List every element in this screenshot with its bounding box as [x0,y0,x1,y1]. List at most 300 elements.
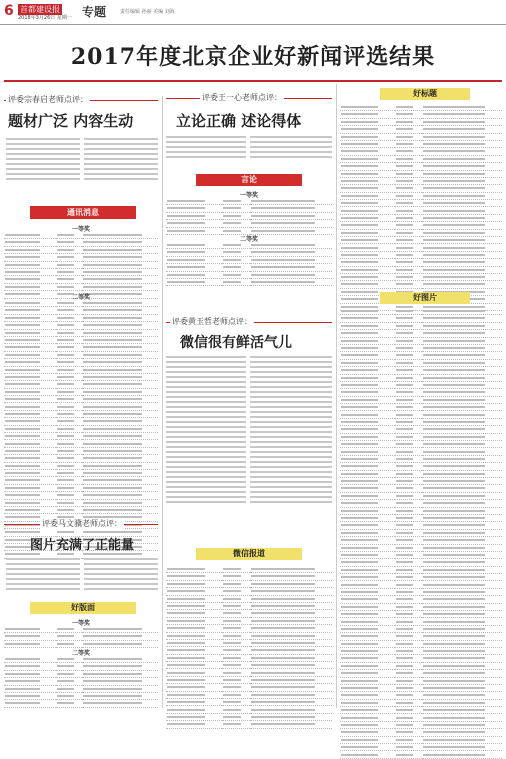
table-cell [222,639,250,646]
illegible-text-line [166,361,246,363]
table-row [4,640,158,647]
table-cell [56,447,82,454]
illegible-text [396,487,413,489]
illegible-text [423,224,485,226]
illegible-text [223,716,241,718]
illegible-text [167,568,205,570]
table-row [340,603,502,610]
illegible-text [223,583,241,585]
table-row [340,529,502,536]
table-cell [250,610,332,617]
table-cell [395,470,422,477]
table-cell [222,721,250,728]
table-cell [250,699,332,706]
illegible-text [341,261,378,263]
illegible-text [57,324,74,326]
table-cell [250,647,332,654]
illegible-text-line [250,141,332,143]
banner-haopian: 好图片 [380,292,470,304]
illegible-text [396,754,413,756]
illegible-text [167,215,205,217]
illegible-text [341,369,378,371]
illegible-text [341,217,378,219]
table-cell [250,580,332,587]
illegible-text [341,643,378,645]
illegible-text-line [166,416,246,418]
illegible-text [57,398,74,400]
illegible-text-line [166,471,246,473]
table-cell [395,133,422,140]
illegible-text [83,249,142,251]
table-row [166,271,332,278]
table-cell [340,273,395,280]
illegible-text [83,428,142,430]
illegible-text [341,458,378,460]
illegible-text [396,406,413,408]
illegible-text [57,435,74,437]
illegible-text [423,173,485,175]
illegible-text-line [250,491,332,493]
illegible-text [5,256,40,258]
table-cell [422,500,502,507]
table-cell [56,359,82,366]
illegible-text [341,377,378,379]
table-cell [395,192,422,199]
illegible-text [57,249,74,251]
table-cell [395,244,422,251]
table-row [340,514,502,521]
table-row [166,198,332,205]
table-cell [166,278,222,285]
table-cell [395,118,422,125]
table-row [4,433,158,440]
illegible-text [423,128,485,130]
table-cell [395,330,422,337]
table-cell [222,669,250,676]
illegible-text [5,398,40,400]
illegible-text [396,232,413,234]
illegible-text [167,709,205,711]
table-cell [340,389,395,396]
table-row [340,104,502,111]
table-cell [82,261,158,268]
illegible-text [223,598,241,600]
table-cell [422,104,502,111]
illegible-text [5,531,40,533]
illegible-text [396,283,413,285]
table-cell [395,707,422,714]
illegible-text [396,606,413,608]
table-cell [82,329,158,336]
table-cell [340,574,395,581]
illegible-text-line [250,376,332,378]
illegible-text [396,399,413,401]
table-cell [340,529,395,536]
table-row [340,281,502,288]
table-cell [166,662,222,669]
illegible-text [83,383,142,385]
illegible-text-line [6,163,80,165]
illegible-text [423,310,485,312]
table-cell [395,551,422,558]
table-cell [395,177,422,184]
illegible-text [341,709,378,711]
illegible-text-line [166,431,246,433]
illegible-text [223,723,241,725]
table-row [4,307,158,314]
illegible-text [57,457,74,459]
table-cell [222,706,250,713]
illegible-text [223,251,241,253]
illegible-text [396,180,413,182]
table-cell [422,140,502,147]
illegible-text [83,317,142,319]
table-cell [422,529,502,536]
table-cell [340,721,395,728]
table-cell [56,410,82,417]
illegible-text [251,251,315,253]
illegible-text [5,465,40,467]
illegible-text-line [6,153,80,155]
table-cell [82,633,158,640]
illegible-text [423,121,485,123]
table-cell [4,276,56,283]
table-cell [222,625,250,632]
table-cell [340,411,395,418]
illegible-text [5,643,40,645]
table-row [166,721,332,728]
table-cell [4,663,56,670]
table-cell [340,148,395,155]
prize-first-4: 一等奖 [71,620,90,627]
illegible-text [341,428,378,430]
illegible-text [251,259,315,261]
table-cell [422,118,502,125]
illegible-text [83,695,142,697]
table-cell [82,499,158,506]
table-row [166,249,332,256]
table-row [166,662,332,669]
review-label-3: 评委黄玉哲老师点评： [172,317,252,326]
illegible-text [57,309,74,311]
banner-tongxun: 通讯消息 [30,206,136,219]
table-cell [166,264,222,271]
illegible-text [341,202,378,204]
illegible-text-line [166,451,246,453]
table-cell [4,336,56,343]
table-cell [422,662,502,669]
table-cell [166,691,222,698]
table-cell [395,736,422,743]
table-cell [82,246,158,253]
table-cell [395,337,422,344]
illegible-text [57,628,74,630]
table-cell [422,259,502,266]
illegible-text [396,106,413,108]
table-cell [340,662,395,669]
illegible-text [251,664,315,666]
illegible-text [251,620,315,622]
illegible-text [396,539,413,541]
illegible-text [396,428,413,430]
table-cell [222,699,250,706]
illegible-text [341,173,378,175]
illegible-text [341,283,378,285]
illegible-text [396,672,413,674]
table-cell [422,177,502,184]
illegible-text [423,606,485,608]
table-cell [222,617,250,624]
table-cell [422,581,502,588]
table-cell [340,330,395,337]
illegible-text [223,612,241,614]
illegible-text [251,701,315,703]
table-cell [340,222,395,229]
illegible-text [423,362,485,364]
illegible-text [423,325,485,327]
table-cell [166,684,222,691]
table-cell [56,700,82,707]
illegible-text [423,613,485,615]
table-cell [82,640,158,647]
review-text-1a [6,138,80,196]
illegible-text [57,406,74,408]
table-cell [4,359,56,366]
table-cell [395,163,422,170]
table-cell [395,411,422,418]
table-cell [82,232,158,239]
table-cell [340,736,395,743]
table-cell [422,404,502,411]
table-cell [422,308,502,315]
table-cell [422,374,502,381]
table-row [4,469,158,476]
table-cell [82,403,158,410]
table-cell [340,640,395,647]
illegible-text-line [166,496,246,498]
illegible-text [423,598,485,600]
table-row [166,595,332,602]
illegible-text [341,399,378,401]
illegible-text-line [166,136,246,138]
table-row [340,647,502,654]
table-cell [395,625,422,632]
illegible-text [223,244,241,246]
table-cell [422,396,502,403]
table-cell [82,626,158,633]
table-cell [340,670,395,677]
illegible-text-line [166,441,246,443]
table-cell [82,283,158,290]
illegible-text [423,487,485,489]
table-cell [4,506,56,513]
table-cell [422,470,502,477]
table-row [4,685,158,692]
table-cell [4,469,56,476]
table-row [340,448,502,455]
table-row [4,663,158,670]
table-cell [340,266,395,273]
table-cell [422,111,502,118]
illegible-text [341,276,378,278]
table-row [340,396,502,403]
table-cell [4,477,56,484]
illegible-text [341,421,378,423]
table-cell [222,278,250,285]
illegible-text [423,665,485,667]
table-cell [56,425,82,432]
table-cell [422,411,502,418]
table-cell [56,403,82,410]
illegible-text [5,494,40,496]
table-cell [395,744,422,751]
illegible-text [341,510,378,512]
table-cell [422,507,502,514]
table-cell [340,463,395,470]
illegible-text [223,664,241,666]
illegible-text [167,642,205,644]
illegible-text [341,502,378,504]
illegible-text [396,239,413,241]
table-cell [422,544,502,551]
table-cell [56,506,82,513]
illegible-text [57,450,74,452]
page-header [0,0,506,25]
table-cell [340,707,395,714]
table-cell [395,647,422,654]
illegible-text [83,680,142,682]
table-row [340,751,502,758]
illegible-text [341,635,378,637]
table-cell [340,485,395,492]
illegible-text [167,575,205,577]
table-cell [395,529,422,536]
table-cell [250,264,332,271]
table-cell [82,322,158,329]
table-cell [395,352,422,359]
illegible-text [167,649,205,651]
illegible-text [83,309,142,311]
illegible-text [341,158,378,160]
illegible-text [251,598,315,600]
illegible-text-line [166,146,246,148]
table-cell [395,396,422,403]
table-cell [4,640,56,647]
table-cell [422,237,502,244]
table-row [166,647,332,654]
table-row [340,477,502,484]
illegible-text [251,649,315,651]
table-row [4,678,158,685]
table-cell [340,118,395,125]
illegible-text [341,106,378,108]
table-row [340,411,502,418]
illegible-text [423,210,485,212]
illegible-text [223,657,241,659]
table-cell [82,433,158,440]
table-cell [82,484,158,491]
table-cell [4,232,56,239]
table-cell [4,656,56,663]
illegible-text [396,165,413,167]
illegible-text [423,217,485,219]
illegible-text [423,332,485,334]
table-row [4,633,158,640]
illegible-text [341,687,378,689]
table-row [340,492,502,499]
table-cell [56,329,82,336]
table-cell [56,388,82,395]
table-row [4,359,158,366]
table-cell [222,713,250,720]
table-cell [395,514,422,521]
table-cell [56,670,82,677]
illegible-text [83,398,142,400]
illegible-text [223,635,241,637]
illegible-text-line [6,148,80,150]
illegible-text [341,254,378,256]
illegible-text-line [84,563,158,565]
illegible-text [341,247,378,249]
table-cell [166,588,222,595]
table-cell [250,662,332,669]
table-cell [422,574,502,581]
table-cell [222,256,250,263]
illegible-text [396,650,413,652]
illegible-text [251,709,315,711]
illegible-text-line [6,138,80,140]
table-cell [340,581,395,588]
illegible-text-line [84,163,158,165]
table-cell [4,440,56,447]
illegible-text [396,584,413,586]
illegible-text [341,495,378,497]
illegible-text [423,261,485,263]
illegible-text [167,281,205,283]
table-row [4,329,158,336]
table-cell [56,685,82,692]
illegible-text-line [250,356,332,358]
table-cell [422,611,502,618]
illegible-text-line [166,466,246,468]
illegible-text [396,128,413,130]
illegible-text-line [166,411,246,413]
illegible-text [423,746,485,748]
table-cell [250,639,332,646]
table-cell [340,344,395,351]
table-cell [4,351,56,358]
illegible-text [223,605,241,607]
illegible-text [57,264,74,266]
table-cell [340,633,395,640]
illegible-text [423,158,485,160]
table-row [340,273,502,280]
illegible-text [396,746,413,748]
illegible-text [57,494,74,496]
table-cell [422,448,502,455]
table-cell [222,580,250,587]
table-cell [222,220,250,227]
table-cell [340,177,395,184]
table-cell [340,603,395,610]
illegible-text [341,517,378,519]
illegible-text [57,502,74,504]
award-table-weixin [166,566,332,729]
illegible-text [423,202,485,204]
illegible-text [83,286,142,288]
illegible-text [396,739,413,741]
table-cell [4,344,56,351]
